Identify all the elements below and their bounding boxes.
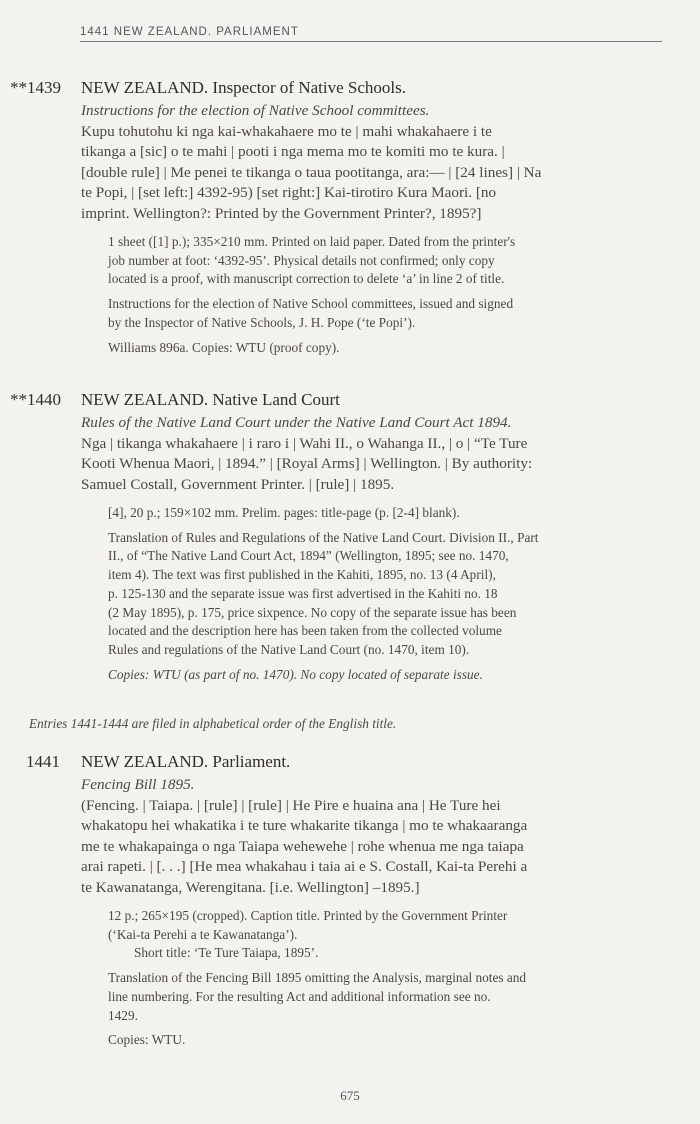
note-line: p. 125-130 and the separate issue was first advertised in the Kahiti no. 18 (108, 585, 498, 601)
note-line: Williams 896a. Copies: WTU (proof copy). (108, 339, 340, 355)
entry-number: **1440 (10, 390, 61, 409)
note-line: Instructions for the election of Native School committees, issued and signed (108, 296, 514, 312)
imprint-line: te Kawanatanga, Werengitana. [i.e. Wellington] –1895.] (81, 878, 420, 896)
entry-heading-text: NEW ZEALAND. Native Land Court (81, 390, 340, 409)
imprint-line: Samuel Costall, Government Printer. | [rule] | 1895. (81, 475, 395, 493)
note-line: line numbering. For the resulting Act and additional information see no. (108, 988, 491, 1004)
imprint-line: whakatopu hei whakatika i te ture whakarite tikanga | mo te whakaaranga (81, 817, 528, 834)
imprint-line: te Popi, | [set left:] 4392-95) [set right:] Kai-tirotiro Kura Maori. [no (81, 184, 497, 201)
imprint-line: Kupu tohutohu ki nga kai-whakahaere mo te | mahi whakahaere i te (81, 122, 492, 140)
note-line: 1 sheet ([1] p.); 335×210 mm. Printed on laid paper. Dated from the printer's (108, 234, 516, 249)
note-line: [4], 20 p.; 159×102 mm. Prelim. pages: title-page (p. [2-4] blank). (108, 505, 460, 520)
imprint-line: tikanga a [sic] o te mahi | pooti i nga mema mo te komiti mo te kura. | (81, 143, 505, 160)
note-line: located and the description here has been taken from the collected volume (108, 623, 502, 639)
note-line: Translation of Rules and Regulations of the Native Land Court. Division II., Part (108, 529, 539, 545)
note-line: Translation of the Fencing Bill 1895 omitting the Analysis, marginal notes and (108, 970, 527, 986)
imprint-line: [double rule] | Me penei te tikanga o taua pootitanga, ara:— | [24 lines] | Na (81, 163, 542, 181)
imprint-line: imprint. Wellington?: Printed by the Government Printer?, 1895?] (81, 204, 482, 222)
imprint-line: Kooti Whenua Maori, | 1894.” | [Royal Arms] | Wellington. | By authority: (81, 455, 533, 472)
entry-title: Rules of the Native Land Court under the Native Land Court Act 1894. (81, 414, 512, 431)
note-line: by the Inspector of Native Schools, J. H. Pope (‘te Popi’). (108, 314, 416, 330)
note-line: Short title: ‘Te Ture Taiapa, 1895’. (134, 945, 319, 961)
page-number: 675 (340, 1088, 360, 1103)
note-line: item 4). The text was first published in the Kahiti, 1895, no. 13 (4 April), (108, 567, 496, 583)
entry-heading-text: NEW ZEALAND. Inspector of Native Schools. (81, 78, 406, 97)
imprint-line: me te whakapainga o nga Taiapa wehewehe | rohe whenua me nga taiapa (81, 837, 524, 855)
entry-title: Fencing Bill 1895. (81, 776, 195, 793)
running-head: 1441 NEW ZEALAND. PARLIAMENT (80, 26, 662, 42)
imprint-line: (Fencing. | Taiapa. | [rule] | [rule] | He Pire e huaina ana | He Ture hei (81, 796, 501, 814)
note-line: located is a proof, with manuscript correction to delete ‘a’ in line 2 of title. (108, 271, 505, 287)
imprint-line: arai rapeti. | [. . .] [He mea whakahau i taia ai e S. Costall, Kai-ta Perehi a (81, 858, 528, 875)
entry-heading-text: NEW ZEALAND. Parliament. (81, 752, 291, 771)
note-line: (2 May 1895), p. 175, price sixpence. No copy of the separate issue has been (108, 604, 517, 620)
note-line: Copies: WTU (as part of no. 1470). No copy located of separate issue. (108, 666, 483, 682)
note-line: II., of “The Native Land Court Act, 1894” (Wellington, 1895; see no. 1470, (108, 548, 509, 564)
note-line: Copies: WTU. (108, 1032, 186, 1048)
entry-title: Instructions for the election of Native School committees. (81, 102, 430, 119)
note-line: Rules and regulations of the Native Land Court (no. 1470, item 10). (108, 641, 470, 657)
note-line: 1429. (108, 1007, 138, 1023)
entry-number: **1439 (10, 78, 61, 97)
filing-note: Entries 1441-1444 are filed in alphabetical order of the English title. (29, 716, 397, 731)
note-line: (‘Kai-ta Perehi a te Kawanatanga’). (108, 926, 298, 942)
imprint-line: Nga | tikanga whakahaere | i raro i | Wahi II., o Wahanga II., | o | “Te Ture (81, 434, 528, 452)
entry-number: 1441 (26, 752, 60, 771)
note-line: 12 p.; 265×195 (cropped). Caption title. Printed by the Government Printer (108, 908, 508, 923)
note-line: job number at foot: ‘4392-95’. Physical details not confirmed; only copy (108, 252, 495, 268)
